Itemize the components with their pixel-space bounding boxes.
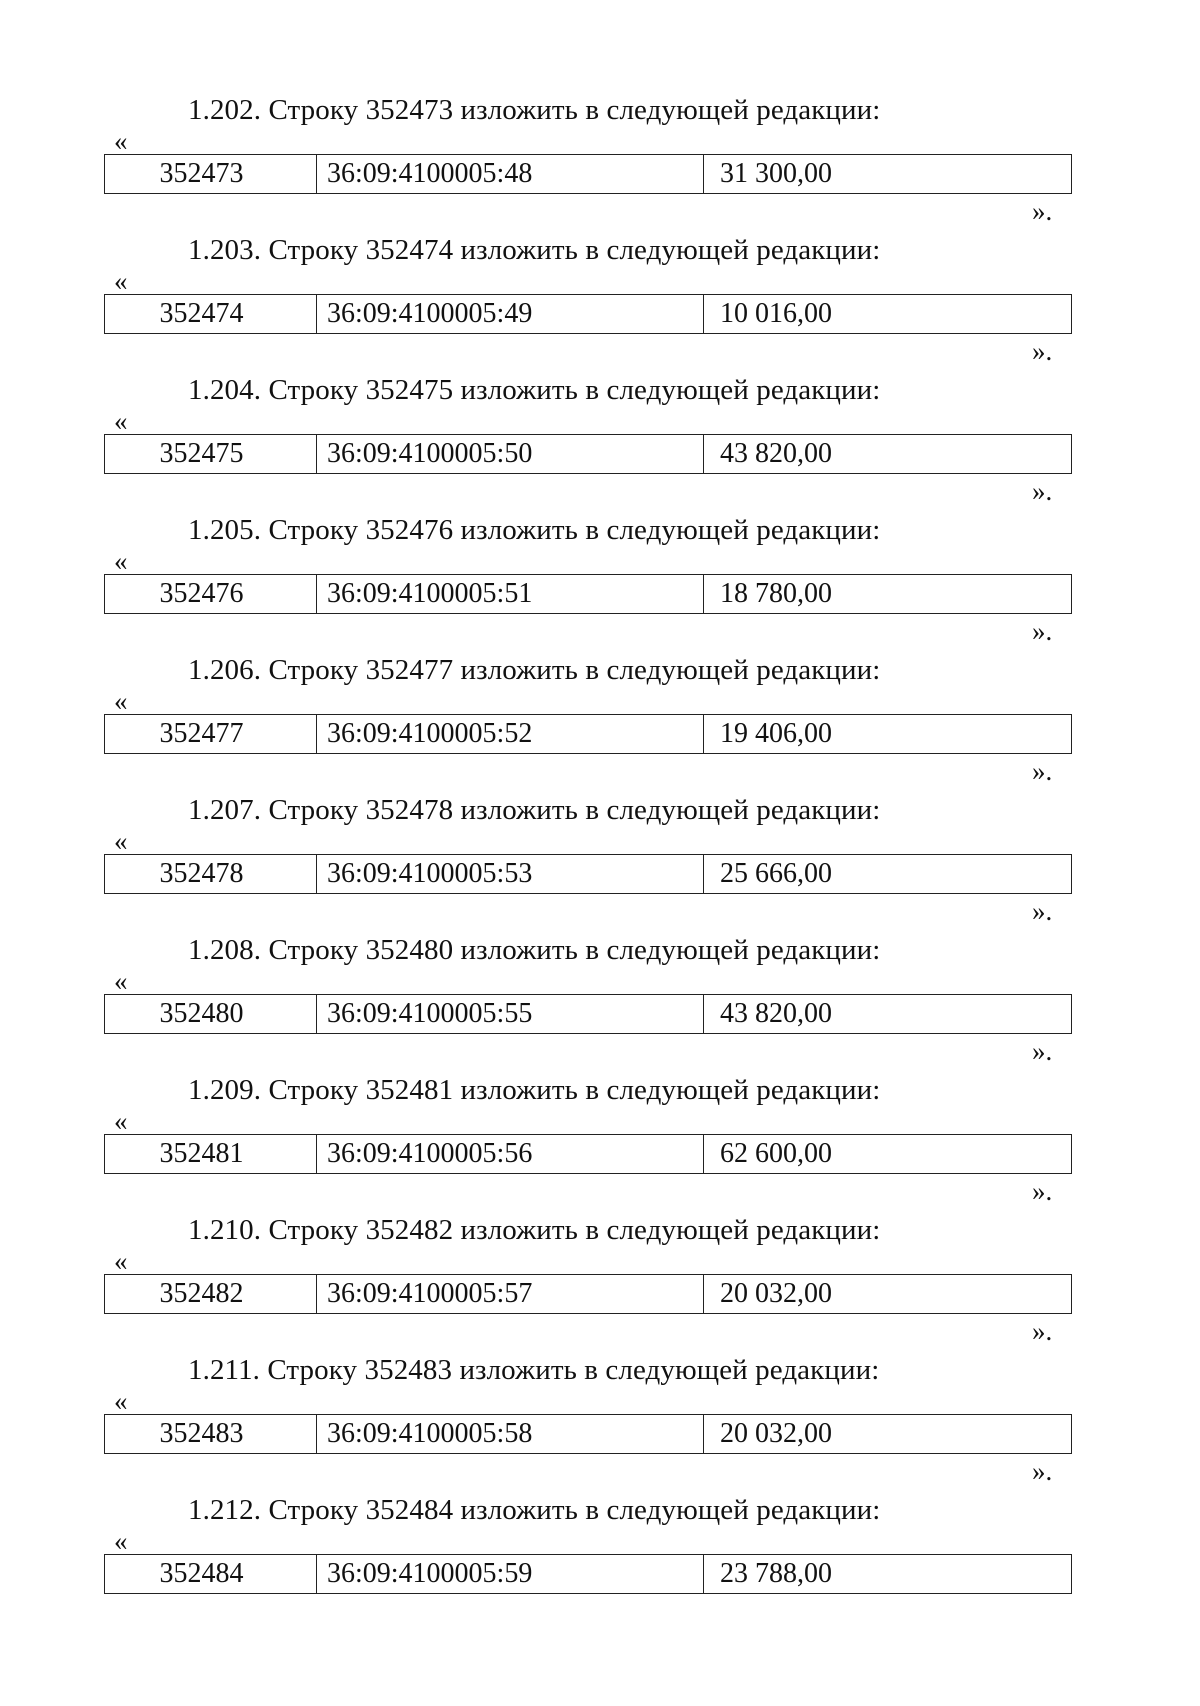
- cadastral-number-cell: 36:09:4100005:57: [317, 1275, 704, 1313]
- row-number-cell: 352482: [105, 1275, 317, 1313]
- amendment-item: [0, 1492, 1200, 1632]
- cadastral-number-cell: 36:09:4100005:49: [317, 295, 704, 333]
- value-cell: 20 032,00: [720, 1278, 832, 1309]
- opening-quote: «: [114, 686, 128, 716]
- amendment-heading: 1.209. Строку 352481 изложить в следующей редакции:: [188, 1074, 881, 1106]
- closing-quote: ».: [1032, 336, 1053, 366]
- cadastral-number-cell: 36:09:4100005:59: [317, 1555, 704, 1593]
- table-row: [104, 434, 1072, 474]
- closing-quote: ».: [1032, 756, 1053, 786]
- value-cell: 20 032,00: [720, 1418, 832, 1449]
- cadastral-number-cell: 36:09:4100005:48: [317, 155, 704, 193]
- cadastral-number-cell: 36:09:4100005:52: [317, 715, 704, 753]
- table-row: [104, 1274, 1072, 1314]
- opening-quote: «: [114, 1246, 128, 1276]
- row-number-cell: 352477: [105, 715, 317, 753]
- opening-quote: «: [114, 1526, 128, 1556]
- value-cell: 23 788,00: [720, 1558, 832, 1589]
- opening-quote: «: [114, 406, 128, 436]
- table-row: [104, 854, 1072, 894]
- amendment-heading: 1.211. Строку 352483 изложить в следующей редакции:: [188, 1354, 880, 1386]
- table-row: [104, 574, 1072, 614]
- value-cell: 62 600,00: [720, 1138, 832, 1169]
- opening-quote: «: [114, 126, 128, 156]
- table-row: [104, 1134, 1072, 1174]
- cadastral-number-cell: 36:09:4100005:50: [317, 435, 704, 473]
- table-row: [104, 714, 1072, 754]
- amendment-item: [0, 92, 1200, 232]
- amendment-heading: 1.208. Строку 352480 изложить в следующей редакции:: [188, 934, 881, 966]
- value-cell: 43 820,00: [720, 438, 832, 469]
- opening-quote: «: [114, 1386, 128, 1416]
- value-cell: 18 780,00: [720, 578, 832, 609]
- closing-quote: ».: [1032, 1456, 1053, 1486]
- amendment-item: [0, 232, 1200, 372]
- amendment-heading: 1.205. Строку 352476 изложить в следующей редакции:: [188, 514, 881, 546]
- opening-quote: «: [114, 826, 128, 856]
- closing-quote: ».: [1032, 476, 1053, 506]
- amendment-item: [0, 1352, 1200, 1492]
- cadastral-number-cell: 36:09:4100005:51: [317, 575, 704, 613]
- cadastral-number-cell: 36:09:4100005:58: [317, 1415, 704, 1453]
- amendment-item: [0, 1072, 1200, 1212]
- amendment-heading: 1.210. Строку 352482 изложить в следующей редакции:: [188, 1214, 881, 1246]
- row-number-cell: 352480: [105, 995, 317, 1033]
- opening-quote: «: [114, 966, 128, 996]
- value-cell: 10 016,00: [720, 298, 832, 329]
- row-number-cell: 352476: [105, 575, 317, 613]
- amendment-heading: 1.206. Строку 352477 изложить в следующей редакции:: [188, 654, 881, 686]
- value-cell: 19 406,00: [720, 718, 832, 749]
- table-row: [104, 1414, 1072, 1454]
- row-number-cell: 352473: [105, 155, 317, 193]
- amendment-item: [0, 372, 1200, 512]
- table-row: [104, 994, 1072, 1034]
- amendment-item: [0, 792, 1200, 932]
- value-cell: 25 666,00: [720, 858, 832, 889]
- row-number-cell: 352483: [105, 1415, 317, 1453]
- amendment-heading: 1.203. Строку 352474 изложить в следующей редакции:: [188, 234, 881, 266]
- amendment-item: [0, 1212, 1200, 1352]
- amendment-heading: 1.207. Строку 352478 изложить в следующей редакции:: [188, 794, 881, 826]
- closing-quote: ».: [1032, 1176, 1053, 1206]
- table-row: [104, 154, 1072, 194]
- amendment-heading: 1.212. Строку 352484 изложить в следующей редакции:: [188, 1494, 881, 1526]
- closing-quote: ».: [1032, 616, 1053, 646]
- row-number-cell: 352475: [105, 435, 317, 473]
- cadastral-number-cell: 36:09:4100005:53: [317, 855, 704, 893]
- closing-quote: ».: [1032, 896, 1053, 926]
- row-number-cell: 352481: [105, 1135, 317, 1173]
- opening-quote: «: [114, 1106, 128, 1136]
- table-row: [104, 294, 1072, 334]
- amendment-heading: 1.202. Строку 352473 изложить в следующей редакции:: [188, 94, 881, 126]
- closing-quote: ».: [1032, 1316, 1053, 1346]
- value-cell: 43 820,00: [720, 998, 832, 1029]
- amendment-heading: 1.204. Строку 352475 изложить в следующей редакции:: [188, 374, 881, 406]
- amendment-item: [0, 512, 1200, 652]
- cadastral-number-cell: 36:09:4100005:56: [317, 1135, 704, 1173]
- amendment-item: [0, 652, 1200, 792]
- opening-quote: «: [114, 266, 128, 296]
- cadastral-number-cell: 36:09:4100005:55: [317, 995, 704, 1033]
- row-number-cell: 352478: [105, 855, 317, 893]
- table-row: [104, 1554, 1072, 1594]
- value-cell: 31 300,00: [720, 158, 832, 189]
- closing-quote: ».: [1032, 196, 1053, 226]
- opening-quote: «: [114, 546, 128, 576]
- closing-quote: ».: [1032, 1036, 1053, 1066]
- row-number-cell: 352484: [105, 1555, 317, 1593]
- row-number-cell: 352474: [105, 295, 317, 333]
- amendment-item: [0, 932, 1200, 1072]
